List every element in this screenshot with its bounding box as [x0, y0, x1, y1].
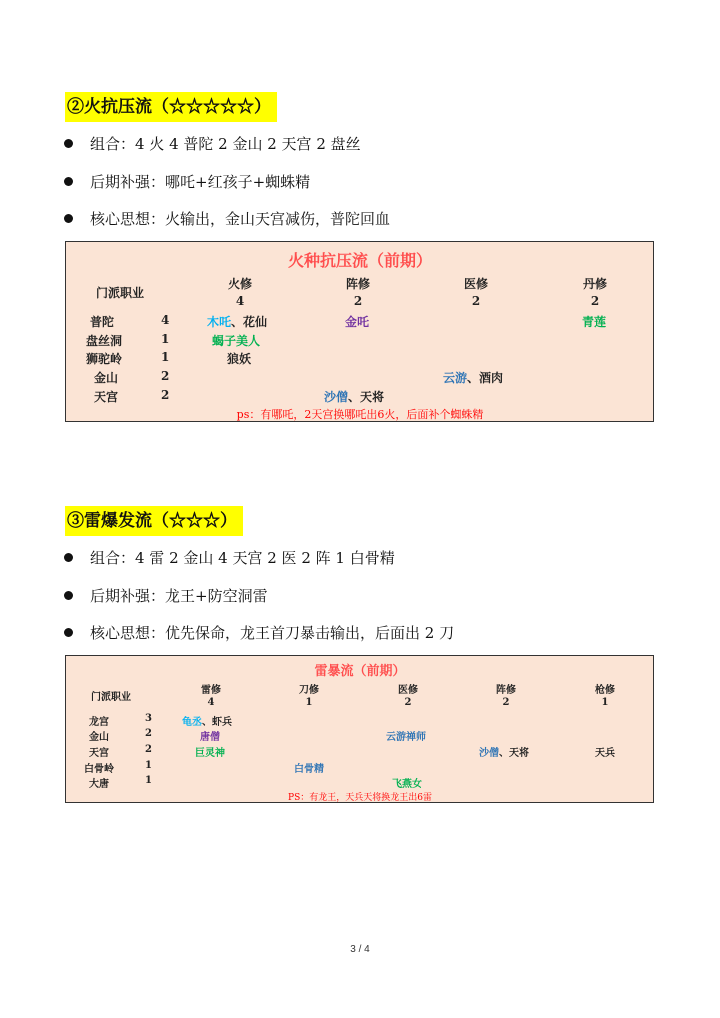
- cell-unit: 飞燕女: [392, 779, 422, 790]
- row-count: 1: [161, 350, 170, 364]
- cell-unit: 、酒肉: [467, 371, 504, 385]
- bullet-text: 后期补强：哪吒+红孩子+蜘蛛精: [90, 173, 311, 191]
- row-sect: 金山: [94, 371, 119, 385]
- cell-unit: 沙僧: [324, 390, 349, 404]
- row-sect: 白骨岭: [84, 764, 114, 775]
- column-count: 2: [502, 697, 510, 708]
- section-3-bullet-core: [64, 622, 454, 644]
- table-title: 雷暴流（前期）: [314, 664, 406, 679]
- cell-unit: 、虾兵: [202, 717, 232, 728]
- row-count: 2: [145, 728, 152, 739]
- section-2-bullet-core: [64, 208, 390, 230]
- column-header: 阵修: [345, 277, 371, 291]
- row-count: 2: [161, 388, 170, 402]
- cell-unit: 、天将: [348, 390, 385, 404]
- bullet-dot-icon: [64, 553, 73, 562]
- bullet-text: 组合：4 火 4 普陀 2 金山 2 天宫 2 盘丝: [90, 135, 361, 153]
- column-header: 刀修: [299, 685, 319, 696]
- column-count: 4: [235, 294, 245, 308]
- row-sect: 大唐: [89, 779, 109, 790]
- fire-lineup-table: [65, 241, 654, 422]
- page-number: 3 / 4: [350, 944, 370, 955]
- row-sect: 金山: [89, 732, 109, 743]
- column-header: 丹修: [582, 277, 608, 291]
- row-count: 2: [145, 744, 152, 755]
- row-count: 3: [145, 713, 152, 724]
- bullet-text: 组合：4 雷 2 金山 4 天宫 2 医 2 阵 1 白骨精: [90, 549, 395, 567]
- section-3-heading: ③雷爆发流（☆☆☆）: [65, 506, 243, 536]
- cell-unit: 沙僧: [479, 748, 499, 759]
- bullet-dot-icon: [64, 214, 73, 223]
- column-count: 1: [601, 697, 609, 708]
- cell-unit: 青莲: [582, 315, 607, 329]
- table-note: PS：有龙王，天兵天将换龙王出6雷: [288, 793, 432, 803]
- cell-unit: 、天将: [499, 748, 529, 759]
- bullet-text: 核心思想：优先保命，龙王首刀暴击输出，后面出 2 刀: [90, 624, 455, 642]
- bullet-dot-icon: [64, 139, 73, 148]
- table-note: ps：有哪吒，2天宫换哪吒出6火，后面补个蜘蛛精: [236, 408, 484, 421]
- bullet-dot-icon: [64, 628, 73, 637]
- cell-unit: 金吒: [345, 315, 370, 329]
- section-2-heading: ②火抗压流（☆☆☆☆☆）: [65, 92, 277, 122]
- cell-unit: 木吒: [207, 315, 232, 329]
- row-count: 4: [161, 313, 170, 327]
- row-count: 1: [145, 775, 152, 786]
- column-count: 2: [353, 294, 363, 308]
- thunder-lineup-table: [65, 655, 654, 803]
- column-header: 医修: [463, 277, 489, 291]
- column-header: 枪修: [595, 685, 615, 696]
- row-count: 1: [145, 760, 152, 771]
- column-count: 2: [590, 294, 600, 308]
- row-sect: 普陀: [90, 315, 115, 329]
- section-3-bullet-combo: [64, 547, 395, 569]
- column-count: 1: [305, 697, 313, 708]
- row-sect: 盘丝洞: [86, 334, 123, 348]
- row-count: 2: [161, 369, 170, 383]
- table-corner-header: 门派职业: [91, 692, 131, 703]
- row-sect: 天宫: [89, 748, 109, 759]
- row-sect: 天宫: [94, 390, 119, 404]
- cell-unit: 云游禅师: [386, 732, 426, 743]
- cell-unit: 白骨精: [294, 764, 324, 775]
- column-header: 阵修: [496, 685, 516, 696]
- section-2-bullet-combo: [64, 133, 361, 155]
- row-sect: 龙宫: [89, 717, 109, 728]
- row-count: 1: [161, 332, 170, 346]
- column-count: 2: [404, 697, 412, 708]
- row-sect: 狮驼岭: [86, 352, 123, 366]
- column-count: 4: [207, 697, 215, 708]
- bullet-dot-icon: [64, 591, 73, 600]
- bullet-text: 后期补强：龙王+防空洞雷: [90, 587, 268, 605]
- cell-unit: 唐僧: [200, 732, 220, 743]
- bullet-dot-icon: [64, 177, 73, 186]
- cell-unit: 巨灵神: [195, 748, 225, 759]
- cell-unit: 狼妖: [227, 352, 252, 366]
- cell-unit: 龟丞: [182, 717, 202, 728]
- column-header: 雷修: [201, 685, 221, 696]
- column-header: 火修: [227, 277, 253, 291]
- column-count: 2: [471, 294, 481, 308]
- section-3-bullet-late: [64, 585, 268, 607]
- cell-unit: 云游: [443, 371, 468, 385]
- cell-unit: 、花仙: [231, 315, 268, 329]
- cell-unit: 天兵: [595, 748, 615, 759]
- section-2-bullet-late: [64, 171, 310, 193]
- table-title: 火种抗压流（前期）: [287, 251, 433, 270]
- bullet-text: 核心思想：火输出，金山天宫减伤，普陀回血: [90, 210, 391, 228]
- table-corner-header: 门派职业: [96, 286, 145, 300]
- column-header: 医修: [398, 685, 418, 696]
- cell-unit: 蝎子美人: [212, 334, 261, 348]
